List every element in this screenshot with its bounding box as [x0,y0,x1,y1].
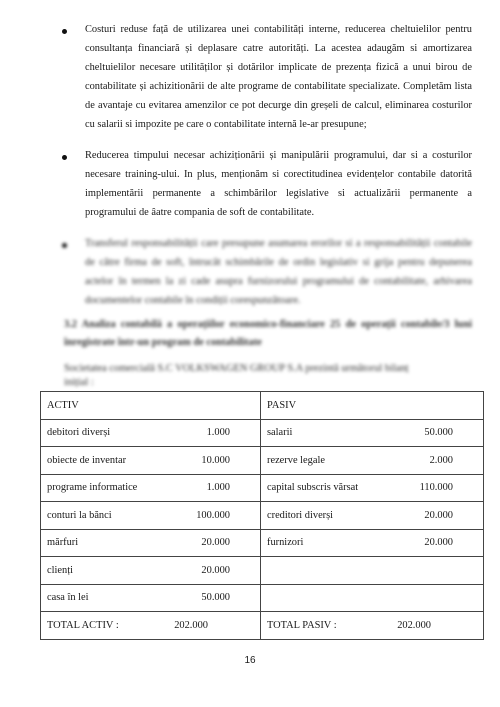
balance-sheet-table [40,391,484,640]
table-header-row [41,392,484,420]
pasiv-label: creditori diverși [267,509,334,521]
pasiv-value: 110.000 [419,482,453,494]
table-row [41,447,484,475]
page-number: 16 [244,655,256,666]
table-row [41,502,484,530]
pasiv-value: 20.000 [424,537,453,549]
pasiv-label: rezerve legale [267,454,325,466]
activ-value: 50.000 [201,592,230,604]
header-pasiv: PASIV [261,392,484,420]
activ-value: 1.000 [206,427,230,439]
table-row [41,474,484,502]
bullet-dot-icon [62,29,67,34]
table-row [41,557,484,585]
bullet-list [60,20,472,322]
table-row [41,529,484,557]
total-activ-label: TOTAL ACTIV : [47,619,119,631]
activ-label: clienți [47,564,73,576]
activ-label: mărfuri [47,537,79,549]
bullet-text: Reducerea timpului necesar achiziționării și manipulării programului, dar si a costurilor necesare training-ului. In plus, menționăm si corectitudinea evidențelor contabile datorită implementării permanente a schimbărilor legislative si actualizării permanente a programului de âatre compania de soft de contabilitate. [85,150,472,218]
activ-label: programe informatice [47,482,138,494]
total-pasiv-label: TOTAL PASIV : [267,619,337,631]
pasiv-value: 2.000 [429,454,453,466]
list-item [60,146,472,222]
total-activ-value: 202.000 [174,619,208,631]
table-row [41,584,484,612]
pasiv-label: capital subscris vărsat [267,482,359,494]
activ-label: casa în lei [47,592,89,604]
list-item-blurred [60,234,472,310]
pasiv-value: 50.000 [424,427,453,439]
bullet-dot-icon [62,155,67,160]
total-pasiv-value: 202.000 [397,619,431,631]
bullet-text: Transferul responsabilității care presupune asumarea erorilor si a responsabilității contabile de către firma de soft, întrucât schimbările de ordin legislativ si grija pentru depunerea actelor în termen la zi cade asupra furnizorului programului de contabilitate, arhivarea documentelor contabile în condiții corespunzătoare. [85,238,472,306]
activ-value: 100.000 [196,509,230,521]
pasiv-label: furnizori [267,537,304,549]
activ-value: 1.000 [206,482,230,494]
activ-label: conturi la bănci [47,509,112,521]
bullet-dot-icon [62,243,67,248]
activ-label: obiecte de inventar [47,454,127,466]
section-title: 3.2 Analiza contabilă a operațiilor economico-financiare 25 de operații contabile/3 luni înregistrate într-un program de contabilitate [64,319,472,348]
pasiv-value: 20.000 [424,509,453,521]
table-row [41,419,484,447]
activ-value: 20.000 [201,564,230,576]
header-activ: ACTIV [41,392,261,420]
table-total-row [41,612,484,640]
pasiv-label: salarii [267,427,293,439]
list-item [60,20,472,134]
activ-label: debitori diverși [47,427,111,439]
intro-paragraph: Societatea comercială S.C VOLKSWAGEN GROUP S.A prezintă următorul bilanț inițial : [64,363,409,388]
activ-value: 10.000 [201,454,230,466]
activ-value: 20.000 [201,537,230,549]
bullet-text: Costuri reduse față de utilizarea unei contabilități interne, reducerea cheltuielilor pentru consultanța financiară și deplasare catre autorități. La acestea adaugăm si amortizarea cheltuielilor necesare utilităților și dotărilor implicate de prezența fizică a unui birou de contabilitate și achizitionării de alte programe de contabilitate specializate. Completăm lista de avantaje cu evitarea amenzilor ce pot decurge din greșeli de calcul, eliminarea costurilor cu salarii si impozite pe care o contabilitate internă le-ar presupune; [85,24,472,130]
